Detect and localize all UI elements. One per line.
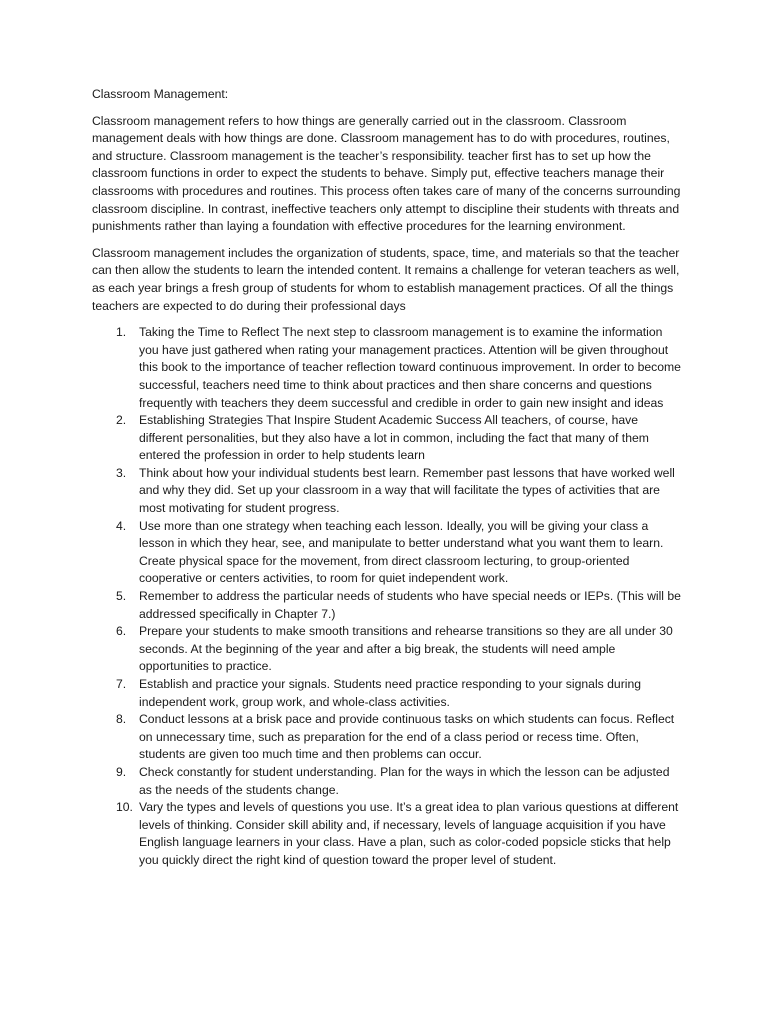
list-item — [92, 324, 682, 412]
list-number: 5. — [116, 589, 127, 604]
list-item-text: Conduct lessons at a brisk pace and provide continuous tasks on which students can focus. Reflect on unnecessary time, such as preparation for the end of a class period or recess time. Often, students are given too much time and then problems can occur. — [139, 712, 675, 762]
document-title: Classroom Management: — [92, 87, 229, 101]
list-item-text: Establishing Strategies That Inspire Student Academic Success All teachers, of course, have different personalities, but they also have a lot in common, including the fact that many of them entered the profession in order to help students learn — [139, 413, 649, 463]
list-number: 1. — [116, 325, 127, 340]
list-item — [92, 676, 682, 711]
list-item-text: Establish and practice your signals. Students need practice responding to your signals during independent work, group work, and whole-class activities. — [139, 677, 642, 709]
list-number: 2. — [116, 413, 127, 428]
list-item-text: Check constantly for student understanding. Plan for the ways in which the lesson can be adjusted as the needs of the students change. — [139, 764, 670, 797]
list-number: 3. — [116, 465, 127, 480]
list-item — [92, 465, 682, 518]
list-number: 7. — [116, 677, 127, 691]
list-number: 10. — [116, 800, 133, 815]
list-item — [92, 412, 682, 465]
list-item — [92, 711, 682, 764]
list-item-text: Prepare your students to make smooth transitions and rehearse transitions so they are all under 30 seconds. At the beginning of the year and after a big break, the students will need ample opportunities to practice. — [139, 624, 673, 674]
list-item — [92, 588, 682, 623]
list-number: 6. — [116, 624, 127, 639]
list-item-text: Use more than one strategy when teaching each lesson. Ideally, you will be giving your class a lesson in which they hear, see, and manipulate to better understand what you want them to learn. Create physical space for the movement, from direct classroom lecturing, to group-oriented cooperative or centers activities, to room for quiet independent work. — [139, 518, 664, 586]
numbered-list — [92, 324, 682, 869]
list-item — [92, 764, 682, 799]
list-item-text: Think about how your individual students best learn. Remember past lessons that have worked well and why they did. Set up your classroom in a way that will facilitate the types of activities that are most motivating for student progress. — [139, 465, 675, 516]
list-item — [92, 623, 682, 676]
list-number: 8. — [116, 712, 127, 727]
list-number: 4. — [116, 518, 127, 533]
body-paragraph: Classroom management includes the organization of students, space, time, and materials so that the teacher can then allow the students to learn the intended content. It remains a challenge for veteran teachers as well, as each year brings a fresh group of students for whom to establish management practices. Of all the things teachers are expected to do during their professional days — [92, 245, 680, 313]
list-item-text: Taking the Time to Reflect The next step to classroom management is to examine the information you have just gathered when rating your management practices. Attention will be given throughout this book to the importance of teacher reflection toward continuous improvement. In order to become successful, teachers need time to think about practices and then share concerns and questions frequently with teachers they deem successful and credible in order to gain new insight and ideas — [139, 325, 681, 410]
list-item — [92, 518, 682, 588]
list-item-text: Remember to address the particular needs of students who have special needs or IEPs. (This will be addressed specifically in Chapter 7.) — [139, 589, 681, 621]
document-page — [92, 86, 682, 870]
list-number: 9. — [116, 764, 127, 779]
body-paragraph: Classroom management refers to how things are generally carried out in the classroom. Classroom management deals with how things are done. Classroom management has to do with procedures, routines, and structure. Classroom management is the teacher’s responsibility. teacher first has to set up how the classroom functions in order to expect the students to behave. Simply put, effective teachers manage their classrooms with procedures and routines. This process often takes care of many of the concerns surrounding classroom discipline. In contrast, ineffective teachers only attempt to discipline their students with threats and punishments rather than laying a foundation with effective procedures for the learning environment. — [92, 113, 681, 234]
list-item-text: Vary the types and levels of questions you use. It’s a great idea to plan various questions at different levels of thinking. Consider skill ability and, if necessary, levels of language acquisition if you have English language learners in your class. Have a plan, such as color-coded popsicle sticks that help you quickly direct the right kind of question toward the proper level of student. — [139, 800, 679, 867]
list-item — [92, 799, 682, 869]
